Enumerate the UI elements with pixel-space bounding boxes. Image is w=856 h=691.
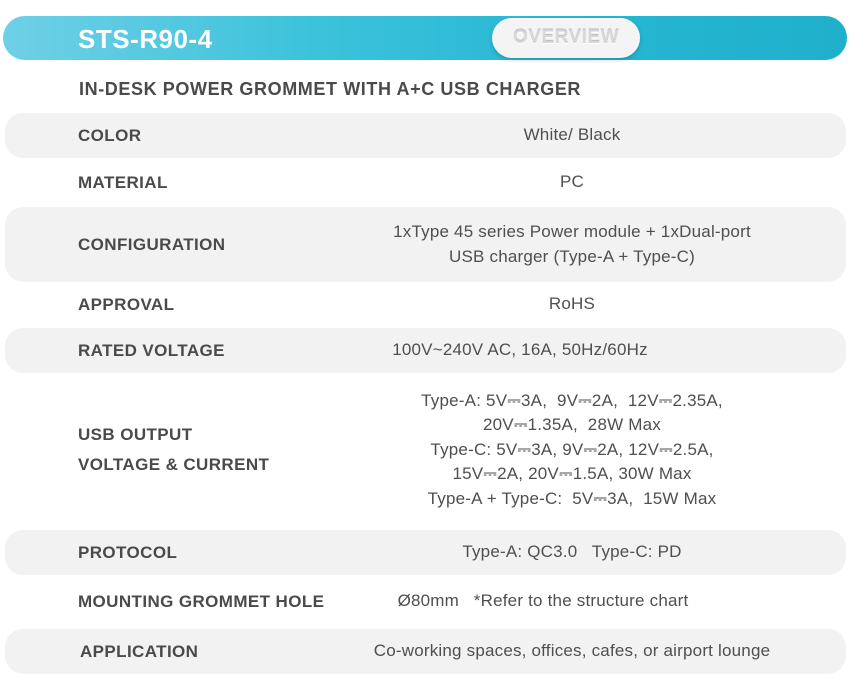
spec-label-line: RATED VOLTAGE (78, 340, 225, 360)
spec-value-line: PC (559, 172, 585, 192)
spec-value-line: RoHS (548, 294, 596, 314)
spec-label-color (78, 113, 141, 158)
spec-value-application (275, 629, 856, 674)
overview-button[interactable]: OVERVIEW (492, 18, 640, 58)
spec-value-protocol (275, 530, 856, 575)
spec-label-approval (78, 282, 174, 327)
spec-row-protocol (5, 530, 846, 575)
spec-row-rated-voltage (5, 328, 846, 373)
spec-value-line: 15V⎓2A, 20V⎓1.5A, 30W Max (452, 464, 692, 484)
spec-label-line: PROTOCOL (78, 542, 178, 562)
spec-label-line: MATERIAL (78, 172, 168, 192)
spec-row-color (5, 113, 846, 158)
spec-label-configuration (78, 207, 225, 282)
spec-value-rated-voltage (223, 328, 817, 373)
spec-value-material (275, 160, 856, 205)
spec-label-line: APPROVAL (78, 294, 175, 314)
spec-value-line: USB charger (Type-A + Type-C) (449, 246, 695, 266)
spec-value-line: Type-A: QC3.0 Type-C: PD (462, 542, 682, 562)
spec-label-rated-voltage (78, 328, 225, 373)
spec-value-line: Ø80mm *Refer to the structure chart (397, 591, 689, 611)
spec-label-line: USB OUTPUT (78, 425, 193, 444)
spec-label-line: VOLTAGE & CURRENT (78, 455, 270, 474)
spec-row-material (5, 160, 846, 205)
spec-value-approval (275, 282, 856, 327)
product-subtitle: IN-DESK POWER GROMMET WITH A+C USB CHARGER (79, 79, 582, 99)
spec-label-usb-output (78, 377, 269, 523)
spec-label-line: CONFIGURATION (78, 234, 226, 254)
spec-value-line: Type-C: 5V⎓3A, 9V⎓2A, 12V⎓2.5A, (430, 439, 714, 459)
spec-label-application (80, 629, 198, 674)
spec-label-protocol (78, 530, 177, 575)
spec-label-line: APPLICATION (80, 641, 199, 661)
spec-value-line: Co-working spaces, offices, cafes, or airport lounge (373, 641, 771, 661)
spec-value-line: 1xType 45 series Power module + 1xDual-port (393, 222, 751, 241)
spec-value-line: White/ Black (523, 125, 621, 145)
spec-value-configuration (275, 207, 856, 282)
spec-row-approval (5, 282, 846, 327)
spec-value-color (275, 113, 856, 158)
spec-value-line: Type-A: 5V⎓3A, 9V⎓2A, 12V⎓2.35A, (421, 390, 723, 410)
spec-value-line: Type-A + Type-C: 5V⎓3A, 15W Max (427, 488, 717, 508)
product-model-title: STS-R90-4 (78, 24, 213, 54)
spec-value-line: 20V⎓1.35A, 28W Max (482, 415, 661, 435)
spec-row-configuration (5, 207, 846, 282)
spec-row-application (5, 629, 846, 674)
spec-row-usb-output (5, 377, 846, 523)
spec-value-mounting-grommet-hole (246, 579, 840, 624)
spec-label-line: MOUNTING GROMMET HOLE (78, 591, 325, 611)
spec-row-mounting-grommet-hole (5, 579, 846, 624)
spec-value-line: 100V~240V AC, 16A, 50Hz/60Hz (392, 340, 648, 360)
spec-label-material (78, 160, 168, 205)
spec-value-usb-output (275, 377, 856, 523)
spec-label-line: COLOR (78, 125, 142, 145)
